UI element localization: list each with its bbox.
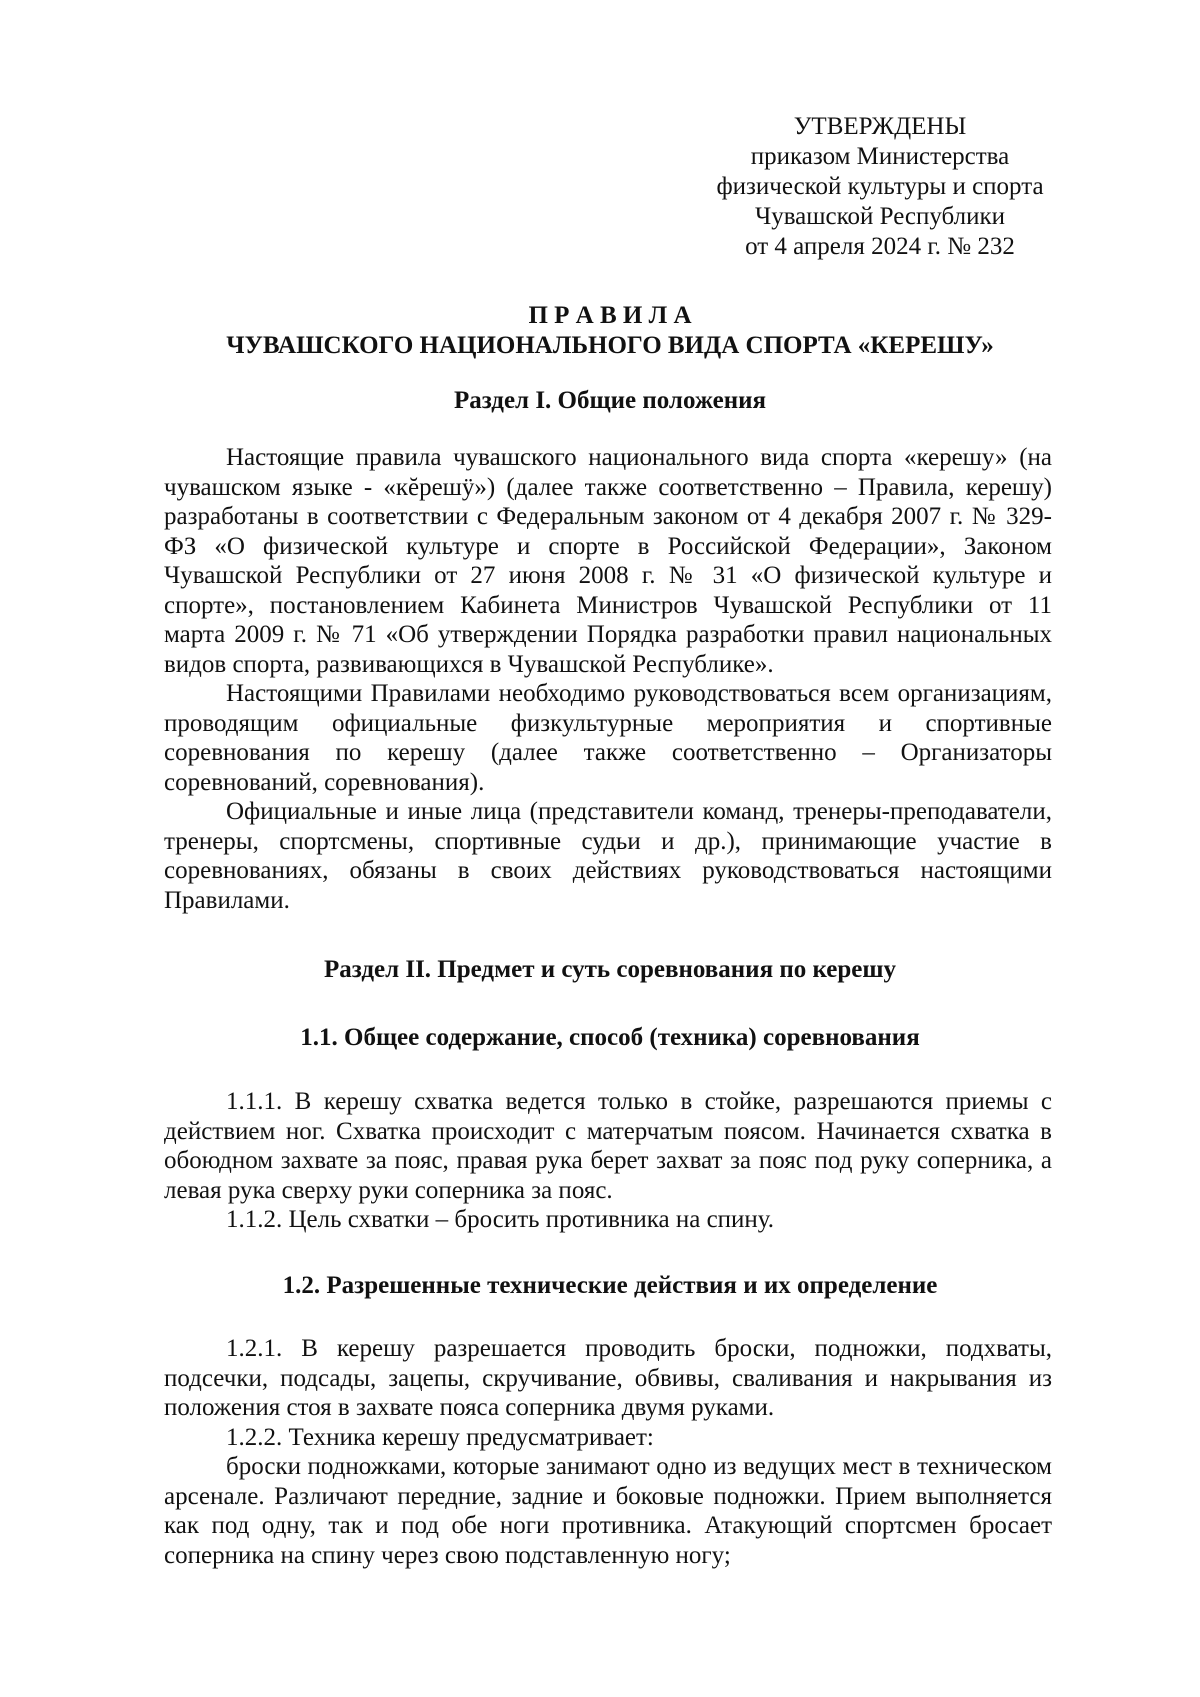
paragraph: 1.2.1. В керешу разрешается проводить броски, подножки, подхваты, подсечки, подсады, зацепы, скручивание, обвивы, сваливания и накрывания из положения стоя в захвате пояса соперника двумя руками. — [164, 1335, 1052, 1421]
subsection-1-2-heading: 1.2. Разрешенные технические действия и их определение — [282, 1272, 938, 1299]
subsection-1-1-heading: 1.1. Общее содержание, способ (техника) соревнования — [300, 1024, 920, 1051]
approval-line: физической культуры и спорта — [716, 173, 1044, 200]
section-1-body — [164, 443, 1052, 915]
title-sport: ЧУВАШСКОГО НАЦИОНАЛЬНОГО ВИДА СПОРТА «КЕРЕШУ» — [226, 332, 994, 359]
approval-date: от 4 апреля 2024 г. № 232 — [745, 233, 1015, 260]
paragraph: Официальные и иные лица (представители команд, тренеры-преподаватели, тренеры, спортсмены, спортивные судьи и др.), принимающие участие в соревнованиях, обязаны в своих действиях руководствоваться настоящими Правилами. — [164, 798, 1052, 914]
section-2-heading: Раздел II. Предмет и суть соревнования по керешу — [323, 956, 897, 983]
paragraph: 1.1.1. В керешу схватка ведется только в стойке, разрешаются приемы с действием ног. Схватка происходит с матерчатым поясом. Начинается схватка в обоюдном захвате за пояс, правая рука берет захват за пояс под руку соперника, а левая рука сверху руки соперника за пояс. — [164, 1088, 1052, 1204]
approval-line: приказом Министерства — [750, 143, 1010, 170]
paragraph: 1.2.2. Техника керешу предусматривает: — [226, 1423, 654, 1451]
subsection-1-1-body — [164, 1087, 1052, 1235]
paragraph: Настоящими Правилами необходимо руководствоваться всем организациям, проводящим официальные физкультурные мероприятия и спортивные соревнования по керешу (далее также соответственно – Организаторы соревнований, соревнования). — [164, 680, 1052, 796]
section-1-heading: Раздел I. Общие положения — [453, 387, 767, 414]
paragraph: Настоящие правила чувашского национального вида спорта «керешу» (на чувашском языке - «кĕрешÿ») (далее также соответственно – Правила, керешу) разработаны в соответствии с Федеральным законом от 4 декабря 2007 г. № 329-ФЗ «О физической культуре и спорте в Российской Федерации», Законом Чувашской Республики от 27 июня 2008 г. № 31 «О физической культуре и спорте», постановлением Кабинета Министров Чувашской Республики от 11 марта 2009 г. № 71 «Об утверждении Порядка разработки правил национальных видов спорта, развивающихся в Чувашской Республике». — [164, 444, 1052, 678]
paragraph: броски подножками, которые занимают одно из ведущих мест в техническом арсенале. Различают передние, задние и боковые подножки. Прием выполняется как под одну, так и под обе ноги противника. Атакующий спортсмен бросает соперника на спину через свою подставленную ногу; — [164, 1453, 1052, 1569]
title-rules: П Р А В И Л А — [528, 302, 692, 329]
approval-stamp — [700, 112, 1060, 262]
paragraph: 1.1.2. Цель схватки – бросить противника на спину. — [226, 1206, 775, 1233]
document-title — [160, 301, 1060, 361]
approval-line: Чувашской Республики — [754, 203, 1006, 230]
approval-title: УТВЕРЖДЕНЫ — [793, 113, 967, 140]
subsection-1-2-body — [164, 1334, 1052, 1570]
